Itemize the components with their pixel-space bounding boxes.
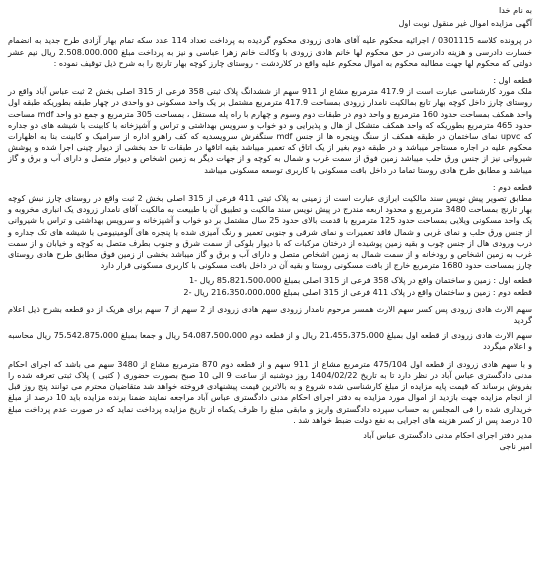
invocation: به نام خدا	[499, 5, 532, 15]
auction-terms-paragraph: و با سهم هادی زرودی از قطعه اول 475/104 مترمربع مشاع از 911 سهم و از قطعه دوم 870 مترمربع مشاع از 3480 سهم می باشد که اجرای احکام مدنی دادگستری عباس آباد در نظر دارد تا به تاریخ 1404/02/22 روز دوشنبه از ساعت 9 الی 10 صبح بصورت حضوری ( کتبی ) پلاک ثبتی تعرفه شده را بفروش برساند که قیمت پایه مزایده از مبلغ کارشناسی شده شروع و به بالاترین قیمت پیشنهادی فروخته خواهد شد متقاضیان محترم می توانند پنج روز قبل از انجام مزایده جهت بازدید از اموال مورد مزایده به دفتر اجرای احکام مدنی دادگستری عباس آباد مراجعه نمایند ضمنا برنده مزایده باید 10 درصد از مبلغ خریداری شده را فی المجلس به حساب سپرده دادگستری واریز و مابقی مبلغ را ظرف یکماه از تاریخ مزایده پرداخت نماید که در صورت عدم پرداخت مبلغ 10 درصد پس از کسر هزینه های اجرایی به نفع دولت ضبط خواهد شد .	[8, 358, 533, 425]
signature-name: امیر ناجی	[499, 441, 532, 452]
section2-label: قطعه دوم :	[492, 181, 532, 192]
section1-paragraph: ملک مورد کارشناسی عبارت است از 417.9 مترمربع مشاع از 911 سهم از ششدانگ پلاک ثبتی 358 فرعی از 315 اصلی بخش 2 ثبت عباس آباد واقع در روستای چارز داخل کوچه بهار تابع بمالکیت نامدار زرودی بمساحت 417.9 مترمربع مشتمل بر یک واحد مسکونی دو واحدی در چهار طبقه بطوریکه طبقه اول واحد همکف بمساحت حدود 160 مترمربع و واحد دوم در طبقات دوم وسوم و چهارم با راه پله مستقل ، بمساحت 305 مترمربع و جمع دو واحد mdf مساحت حدود 465 مترمربع بطوریکه که واحد همکف متشکل از هال و پذیرایی و دو خواب و سرویس بهداشتی و تراس و آشپزخانه با کابینت با شیشه های دو جداره که upvc نمای ساختمان در طبقه همکف از سنگ وپنجره ها از جنس mdf سنگفرش سرویسدیه که کف راهرو اداره از سرامیک و کابینت بنا به اظهارات محکوم علیه در اجاره مستاجر میباشد و در طبقه دوم بغیر از یک اتاق که تعمیر میباشد بقیه اتاقها در طبقات تا حد بخشی از دیوار چینی اجرا شده و پوشش شیروانی نیز از جنس ورق حلب میباشد زمین فوق از سمت غرب و شمال به کوچه و از جهات دیگر به زمین اشخاص و دیوار متصل و دارای آب و برق و گاز میباشد و مطابق طرح هادی روستا تماما در داخل بافت مسکونی با کاربری توسعه مسکونی میباشد	[8, 86, 533, 175]
valuation-item-2: قطعه دوم : زمین و ساختمان واقع در پلاک 411 فرعی از 315 اصلی بمبلغ 216،350،000،000 ریال -2	[183, 286, 532, 297]
section2-paragraph: مطابق تصویر پیش نویس سند مالکیت ابرازی عبارت است از زمینی به پلاک ثبتی 411 فرعی از 315 اصلی بخش 2 ثبت واقع در روستای چارز نبش کوچه بهار تارنج بمساحت 3480 مترمربع و محدود اربعه مندرج در پیش نویس سند مالکیت و تطبیق آن با طبیعت به مالکیت آقای نامدار زرودی یک انباری مخروبه و یک واحد مسکونی ویلایی بمساحت حدود 125 مترمربع با قدمت بالای حدود 25 سال مشتمل بر دو خواب و آشپزخانه و سرویس بهداشتی و تراس با شیروانی از جنس ورق حلب و نمای غربی و شمال فاقد تعمیرات و نمای شرقی و جنوبی تعمیر و رنگ آمیزی شده با پنجره های آلومینیومی با شیشه های تک جداره و درب ورودی هال از جنس چوب و بقیه زمین پوشیده از درختان مرکبات که با دیوار بلوکی از سمت شرق و جنوب بطرف متصل به کوچه و خیابان و از سمت غرب به زمین اشخاص و رودخانه و از سمت شمال به زمین اشخاص متصل و دارای آب و برق و گاز میباشد بخشی از زمین فوق مطابق طرح هادی روستای چارز بمساحت حدود 1680 مترمربع خارج از بافت مسکونی روستا و بقیه آن در داخل بافت مسکونی با کاربری مسکونی قرار دارد	[8, 193, 533, 271]
section1-label: قطعه اول :	[493, 75, 532, 86]
inheritance-share-values: سهم الارث هادی زرودی از قطعه اول بمبلغ 21،455،375،000 ریال و از قطعه دوم 54،087،500،000 ریال و جمعا بمبلغ 75،542،875،000 ریال محاسبه و اعلام میگردد	[8, 330, 532, 352]
inheritance-share-note: سهم الارث هادی زرودی پس کسر سهم الارث همسر مرحوم نامدار زرودی سهم هادی زرودی از 2 سهم از 7 سهم برای هریک از دو قطعه بشرح ذیل اعلام گردید	[8, 303, 532, 326]
signature-office: مدیر دفتر اجرای احکام مدنی دادگستری عباس آباد	[363, 429, 532, 440]
notice-title: آگهی مزایده اموال غیر منقول نوبت اول	[398, 18, 532, 29]
valuation-item-1: قطعه اول : زمین و ساختمان واقع در پلاک 358 فرعی از 315 اصلی بمبلغ 85،821،500،000 ریال -1	[189, 275, 532, 286]
intro-paragraph: در پرونده کلاسه 0301115 / اجرائیه محکوم علیه آقای هادی زرودی محکوم گردیده به پرداخت تعداد 114 عدد سکه تمام بهار آزادی طرح جدید به انضمام خسارت دادرسی و هزینه دادرسی در حق محکوم لها خانم هادی زرودی با وکالت خانم زهرا عباسی و نیز به پرداخت مبلغ 2.508.000.000 ریال نیم عشر دولتی که محکوم لها جهت مطالبه محکوم به اموال محکوم علیه واقع در کلاردشت - روستای چارز کوچه بهار تارنج را به شرح ذیل توقیف نموده :	[8, 35, 532, 68]
